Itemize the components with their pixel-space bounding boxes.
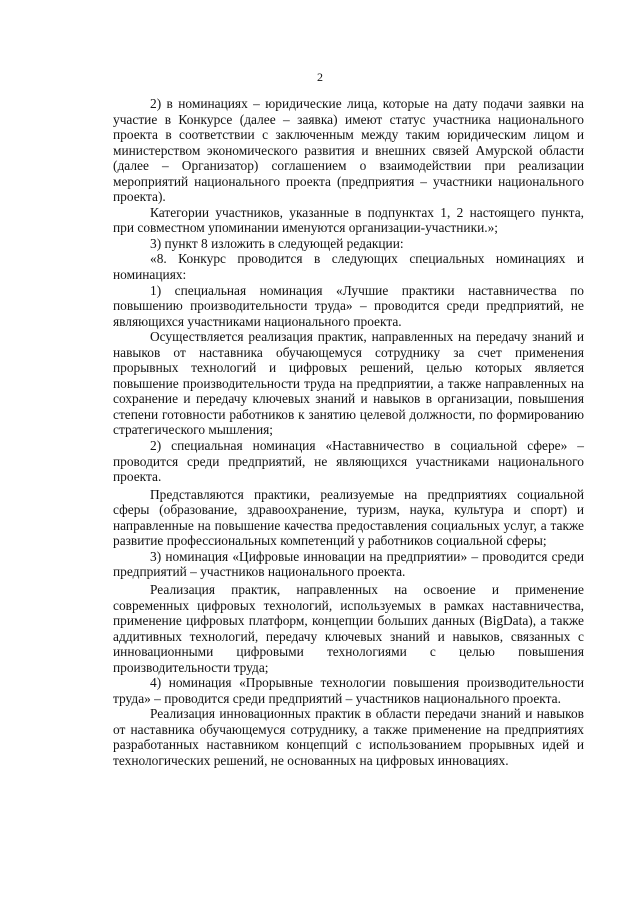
paragraph-nomination-2-description: Представляются практики, реализуемые на предприятиях социальной сферы (образование, здравоохранение, туризм, наука, культура и спорт) и направленные на повышение качества предоставления социальных услуг, а также развитие профессиональных компетенций у работников социальной сферы; (113, 486, 584, 549)
page-number: 2 (317, 70, 323, 84)
paragraph-nomination-4-description: Реализация инновационных практик в области передачи знаний и навыков от наставника обучающемуся сотруднику, а также применение на предприятиях разработанных наставником концепций с использованием прорывных идей и технологических решений, не основанных на цифровых инновациях. (113, 706, 584, 768)
paragraph-participant-categories: Категории участников, указанные в подпунктах 1, 2 настоящего пункта, при совместном упоминании именуются организации-участники.»; (113, 204, 584, 236)
paragraph-item-8-amendment: 3) пункт 8 изложить в следующей редакции: (150, 235, 404, 251)
paragraph-nomination-3: 3) номинация «Цифровые инновации на предприятии» – проводится среди предприятий – участников национального проекта. (113, 548, 584, 580)
paragraph-nomination-3-description: Реализация практик, направленных на освоение и применение современных цифровых технологий, используемых в рамках наставничества, применение цифровых платформ, концепции больших данных (BigData), а также аддитивных технологий, передачу ключевых знаний и навыков, связанных с инновационными цифровыми технологиями с целью повышения производительности труда; (113, 581, 584, 675)
paragraph-nomination-2: 2) специальная номинация «Наставничество в социальной сфере» – проводится среди предприятий, не являющихся участниками национального проекта. (113, 438, 584, 485)
document-body (113, 96, 584, 769)
paragraph-nominations-intro: «8. Конкурс проводится в следующих специальных номинациях и номинациях: (113, 251, 584, 283)
paragraph-nomination-1-description: Осуществляется реализация практик, направленных на передачу знаний и навыков от наставника обучающемуся сотруднику за счет применения прорывных технологий и цифровых решений, целью которых является повышение производительности труда на предприятии, а также направленных на сохранение и передачу ключевых знаний и навыков в организации, повышения степени готовности работников к занятию целевой должности, по формированию стратегического мышления; (113, 329, 584, 438)
paragraph-nomination-4: 4) номинация «Прорывные технологии повышения производительности труда» – проводится среди предприятий – участников национального проекта. (113, 675, 584, 706)
paragraph-nomination-1: 1) специальная номинация «Лучшие практики наставничества по повышению производительности труда» – проводится среди предприятий, не являющихся участниками национального проекта. (113, 282, 584, 329)
paragraph-nomination-legal-entities: 2) в номинациях – юридические лица, которые на дату подачи заявки на участие в Конкурсе (далее – заявка) имеют статус участника национального проекта в соответствии с заключенным между таким юридическим лицом и министерством экономического развития и внешних связей Амурской области (далее – Организатор) соглашением о взаимодействии при реализации мероприятий национального проекта (предприятия – участники национального проекта). (113, 96, 584, 205)
